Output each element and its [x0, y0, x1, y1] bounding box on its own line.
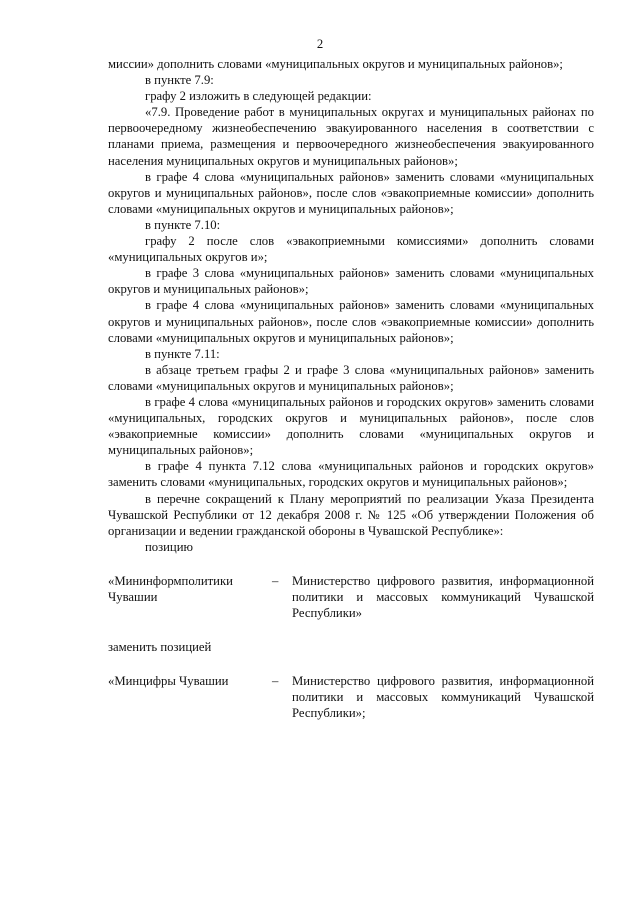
document-body — [108, 56, 594, 722]
old-position-full-name: Министерство цифрового развития, информационной политики и массовых коммуникаций Чувашской Республики» — [292, 573, 594, 621]
paragraph: в графе 4 слова «муниципальных районов» заменить словами «муниципальных округов и муниципальных районов», после слов «эвакоприемные комиссии» дополнить словами «муниципальных округов и муниципальных районов»; — [108, 298, 594, 345]
paragraph: в пункте 7.9: — [145, 73, 214, 88]
old-position-entry — [108, 573, 594, 621]
paragraph: графу 2 изложить в следующей редакции: — [145, 89, 372, 104]
paragraph: в графе 3 слова «муниципальных районов» заменить словами «муниципальных округов и муниципальных районов»; — [108, 266, 594, 297]
paragraph: в абзаце третьем графы 2 и графе 3 слова «муниципальных районов» заменить словами «муниципальных округов и муниципальных районов»; — [108, 362, 594, 393]
paragraph: позицию — [145, 539, 193, 554]
paragraph: в пункте 7.10: — [145, 217, 221, 232]
new-position-full-name: Министерство цифрового развития, информационной политики и массовых коммуникаций Чувашской Республики»; — [292, 674, 594, 721]
new-position-abbreviation: «Минцифры Чувашии — [108, 674, 229, 689]
amendment-paragraphs — [108, 56, 594, 555]
page-number: 2 — [316, 37, 324, 51]
paragraph: «7.9. Проведение работ в муниципальных округах и муниципальных районах по первоочередному жизнеобеспечению эвакуированного населения в соответствии с планами приема, размещения и первоочередного жизнеобеспечения эвакуированного населения муниципальных округов и муниципальных районов»; — [108, 105, 594, 168]
new-position-dash: – — [272, 674, 279, 689]
replace-instruction: заменить позицией — [108, 640, 212, 655]
paragraph: в пункте 7.11: — [145, 346, 220, 361]
old-position-abbreviation: «Мининформполитики Чувашии — [108, 573, 233, 604]
new-position-entry — [108, 673, 594, 721]
paragraph: графу 2 после слов «эвакоприемными комиссиями» дополнить словами «муниципальных округов и»; — [108, 234, 594, 265]
paragraph: миссии» дополнить словами «муниципальных округов и муниципальных районов»; — [108, 57, 563, 71]
old-position-dash: – — [272, 573, 279, 588]
paragraph: в графе 4 слова «муниципальных районов» заменить словами «муниципальных округов и муниципальных районов», после слов «эвакоприемные комиссии» дополнить словами «муниципальных округов и муниципальных районов»; — [108, 169, 594, 216]
paragraph: в графе 4 слова «муниципальных районов и городских округов» заменить словами «муниципальных, городских округов и муниципальных районов», после слов «эвакоприемные комиссии» дополнить словами «муниципальных округов и муниципальных районов»; — [108, 394, 594, 458]
paragraph: в перечне сокращений к Плану мероприятий по реализации Указа Президента Чувашской Республики от 12 декабря 2008 г. № 125 «Об утверждении Положения об организации и ведении гражданской обороны в Чувашской Республике»: — [108, 491, 594, 538]
paragraph: в графе 4 пункта 7.12 слова «муниципальных районов и городских округов» заменить словами «муниципальных, городских округов и муниципальных районов»; — [108, 459, 594, 490]
